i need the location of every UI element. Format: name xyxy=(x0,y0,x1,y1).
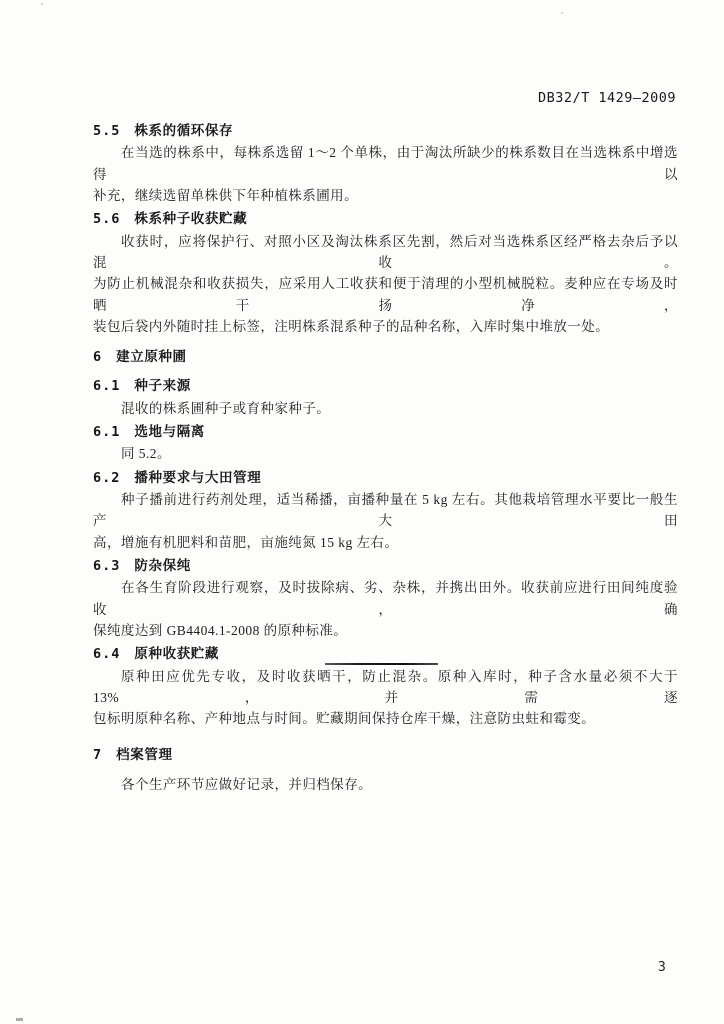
scan-artifact xyxy=(16,1018,23,1021)
section-5-5 xyxy=(93,120,678,206)
section-6-1-site-isolation xyxy=(93,421,678,465)
paragraph-line: 高，增施有机肥料和苗肥，亩施纯氮 15 kg 左右。 xyxy=(93,534,399,550)
paragraph-line: 补充，继续选留单株供下年种植株系圃用。 xyxy=(93,187,359,203)
section-title: 株系的循环保存 xyxy=(134,123,234,139)
section-heading xyxy=(93,421,678,443)
section-6-2 xyxy=(93,467,678,553)
section-5-6 xyxy=(93,208,678,337)
paragraph-line: 收获时，应将保护行、对照小区及淘汰株系区先割，然后对当选株系区经严格去杂后予以混收。 xyxy=(93,233,678,270)
section-number: 6.1 xyxy=(93,378,121,395)
paragraph-line: 原种田应优先专收，及时收获晒干，防止混杂。原种入库时，种子含水量必须不大于 13%，并需逐 xyxy=(93,668,678,705)
paragraph-line: 各个生产环节应做好记录，并归档保存。 xyxy=(121,776,373,792)
paragraph-line: 保纯度达到 GB4404.1-2008 的原种标准。 xyxy=(93,622,348,638)
section-6 xyxy=(93,346,678,368)
scan-artifact xyxy=(41,3,43,5)
section-title: 种子来源 xyxy=(134,378,191,394)
section-title: 株系种子收获贮藏 xyxy=(134,211,248,227)
section-title: 建立原种圃 xyxy=(116,349,187,365)
section-title: 播种要求与大田管理 xyxy=(134,469,262,485)
section-title: 防杂保纯 xyxy=(134,558,191,574)
paragraph-line: 在各生育阶段进行观察，及时拔除病、劣、杂株，并携出田外。收获前应进行田间纯度验收，确 xyxy=(93,580,678,617)
paragraph-line: 包标明原种名称、产种地点与时间。贮藏期间保持仓库干燥，注意防虫蛀和霉变。 xyxy=(93,711,596,727)
paragraph-line: 混收的株系圃种子或育种家种子。 xyxy=(121,400,331,416)
chapter-heading xyxy=(93,744,678,766)
section-6-4 xyxy=(93,643,678,729)
paragraph-line: 种子播前进行药剂处理，适当稀播，亩播种量在 5 kg 左右。其他栽培管理水平要比一般生产大田 xyxy=(93,491,678,529)
chapter-heading xyxy=(93,346,678,368)
paragraph-line: 在当选的株系中，每株系选留 1～2 个单株，由于淘汰所缺少的株系数目在当选株系中增选得以 xyxy=(93,145,678,182)
section-6-1-seed-source xyxy=(93,375,678,419)
standard-number: DB32/T 1429—2009 xyxy=(537,90,676,106)
section-number: 6.3 xyxy=(93,558,121,575)
section-6-3 xyxy=(93,555,678,641)
section-heading xyxy=(93,375,678,397)
scan-artifact xyxy=(561,12,563,14)
page-number: 3 xyxy=(658,960,666,975)
document-body xyxy=(93,118,678,795)
section-heading xyxy=(93,555,678,577)
section-number: 6.4 xyxy=(93,646,121,663)
section-number: 6 xyxy=(93,349,103,366)
section-heading xyxy=(93,208,678,230)
section-title: 原种收获贮藏 xyxy=(134,646,219,662)
section-number: 5.6 xyxy=(93,211,121,228)
end-of-text-divider xyxy=(325,663,438,665)
section-number: 6.2 xyxy=(93,469,121,486)
section-number: 6.1 xyxy=(93,424,121,441)
section-number: 7 xyxy=(93,747,103,764)
paragraph-line: 为防止机械混杂和收获损失，应采用人工收获和便于清理的小型机械脱粒。麦种应在专场及时晒干扬净， xyxy=(93,276,678,313)
paragraph-line: 装包后袋内外随时挂上标签，注明株系混系种子的品种名称，入库时集中堆放一处。 xyxy=(93,318,610,334)
section-title: 档案管理 xyxy=(116,747,173,763)
paragraph-line: 同 5.2。 xyxy=(121,446,171,462)
section-heading xyxy=(93,120,678,142)
section-7 xyxy=(93,744,678,795)
section-heading xyxy=(93,467,678,489)
section-title: 选地与隔离 xyxy=(134,424,205,440)
section-number: 5.5 xyxy=(93,123,121,140)
